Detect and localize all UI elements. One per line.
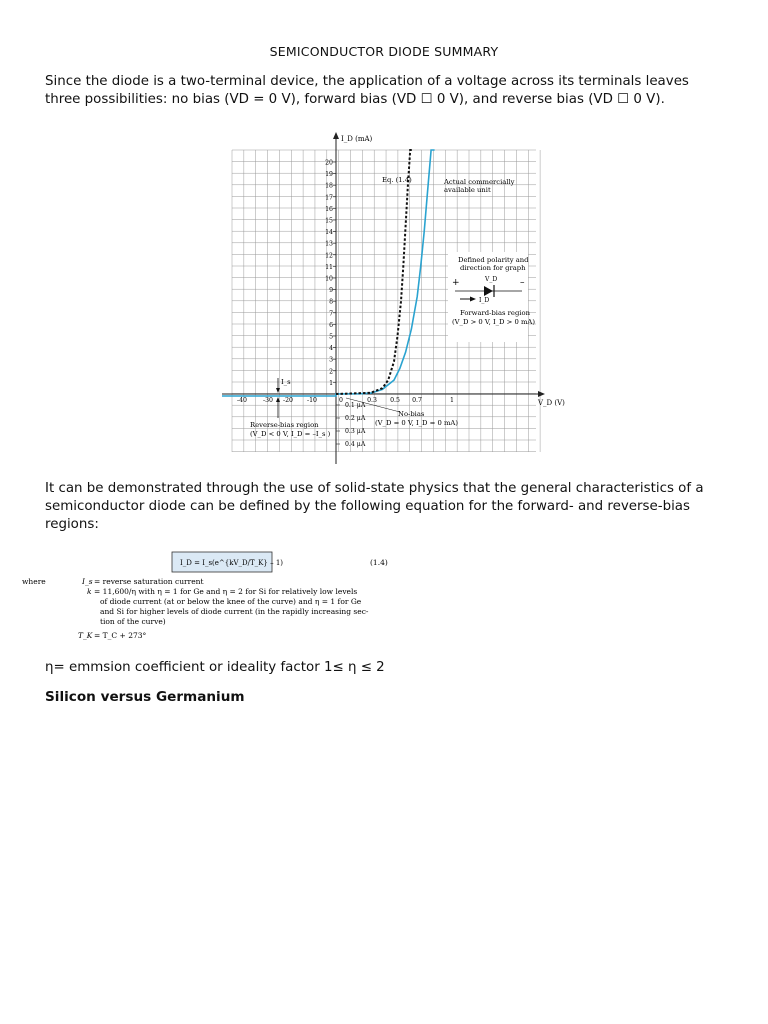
eq-label: Eq. (1.4) <box>382 176 412 184</box>
y-tick-label: 12 <box>325 252 333 260</box>
k-line-2: of diode current (at or below the knee of the curve) and η = 1 for Ge <box>100 597 362 606</box>
x-tick-label: 0.7 <box>412 397 422 404</box>
reverse-label-line2: (V_D < 0 V, I_D = –I_s ) <box>250 430 331 438</box>
nobias-label-line2: (V_D = 0 V, I_D = 0 mA) <box>375 419 458 427</box>
k-symbol: k <box>87 587 92 596</box>
actual-label-line2: available unit <box>444 186 491 194</box>
tk-definition: = T_C + 273° <box>94 631 147 640</box>
y-tick-label: 15 <box>325 217 333 225</box>
reverse-tick-label: 0.4 μA <box>345 441 366 448</box>
y-tick-label: 7 <box>329 310 333 318</box>
diode-characteristic-figure <box>220 128 565 470</box>
y-tick-label: 20 <box>325 159 333 167</box>
x-tick-label: -40 <box>237 397 247 404</box>
y-tick-label: 5 <box>329 333 333 341</box>
y-axis-label: I_D (mA) <box>341 135 373 143</box>
y-tick-label: 14 <box>325 229 333 237</box>
polarity-vd: V_D <box>485 276 498 283</box>
k-line-1: = 11,600/η with η = 1 for Ge and η = 2 for Si for relatively low levels <box>94 587 358 596</box>
forward-label-line2: (V_D > 0 V, I_D > 0 mA) <box>452 318 535 326</box>
is-symbol: I_s <box>82 577 93 586</box>
y-tick-label: 13 <box>325 240 333 248</box>
y-tick-label: 1 <box>329 379 333 387</box>
equation-formula: I_D = I_s(e^{kV_D/T_K} – 1) <box>180 559 283 567</box>
polarity-label-line2: direction for graph <box>460 264 526 272</box>
nobias-label-line1: No-bias <box>398 410 425 418</box>
y-axis-arrow <box>333 132 339 139</box>
reverse-tick-label: 0.1 μA <box>345 402 366 409</box>
actual-label-line1: Actual commercially <box>444 178 515 186</box>
document-title: SEMICONDUCTOR DIODE SUMMARY <box>269 44 499 59</box>
y-tick-label: 8 <box>329 298 333 306</box>
tk-symbol: T_K <box>78 631 93 640</box>
x-tick-label: -30 <box>263 397 273 404</box>
diode-equation-figure <box>20 548 400 648</box>
reverse-label-line1: Reverse-bias region <box>250 421 319 429</box>
y-tick-label: 2 <box>329 368 333 376</box>
reverse-tick-labels <box>336 402 366 448</box>
reverse-tick-label: 0.3 μA <box>345 428 366 435</box>
equation-intro-paragraph: It can be demonstrated through the use of solid-state physics that the general characteristics of a semiconductor diode can be defined by the following equation for the forward- and reverse-bias regions: <box>45 481 704 532</box>
y-tick-label: 17 <box>325 194 333 202</box>
y-tick-label: 18 <box>325 182 333 190</box>
k-line-4: tion of the curve) <box>100 617 166 626</box>
y-tick-label: 4 <box>329 345 333 353</box>
x-tick-label: -10 <box>307 397 317 404</box>
x-origin-label: 0 <box>339 397 343 404</box>
y-tick-label: 6 <box>329 321 333 329</box>
y-tick-label: 16 <box>325 205 333 213</box>
polarity-plus: + <box>452 278 460 288</box>
equation-number: (1.4) <box>370 558 388 567</box>
polarity-id: I_D <box>479 297 490 304</box>
x-tick-label: 0.5 <box>390 397 400 404</box>
y-tick-label: 10 <box>325 275 333 283</box>
y-tick-label: 11 <box>325 263 333 271</box>
where-label: where <box>22 577 46 586</box>
forward-label-line1: Forward-bias region <box>460 309 530 317</box>
polarity-minus: – <box>520 278 525 288</box>
k-line-3: and Si for higher levels of diode current (in the rapidly increasing sec- <box>100 607 369 616</box>
y-tick-label: 3 <box>329 356 333 364</box>
reverse-tick-label: 0.2 μA <box>345 415 366 422</box>
x-axis-arrow <box>538 391 545 397</box>
is-label: I_s <box>281 378 291 386</box>
is-definition: = reverse saturation current <box>94 577 204 586</box>
x-axis-label: V_D (V) <box>538 399 565 407</box>
polarity-label-line1: Defined polarity and <box>458 256 529 264</box>
y-tick-label: 19 <box>325 171 333 179</box>
x-tick-label: 0.3 <box>367 397 377 404</box>
intro-paragraph: Since the diode is a two-terminal device, the application of a voltage across its terminals leaves three possibilities: no bias (VD = 0 V), forward bias (VD ☐ 0 V), and reverse bias (VD ☐ 0 V). <box>45 74 689 107</box>
y-tick-label: 9 <box>329 287 333 295</box>
x-tick-label: 1 <box>450 397 454 404</box>
x-tick-label: -20 <box>283 397 293 404</box>
section-heading: Silicon versus Germanium <box>45 689 245 705</box>
ideality-factor-line: η= emmsion coefficient or ideality factor 1≤ η ≤ 2 <box>45 660 385 675</box>
